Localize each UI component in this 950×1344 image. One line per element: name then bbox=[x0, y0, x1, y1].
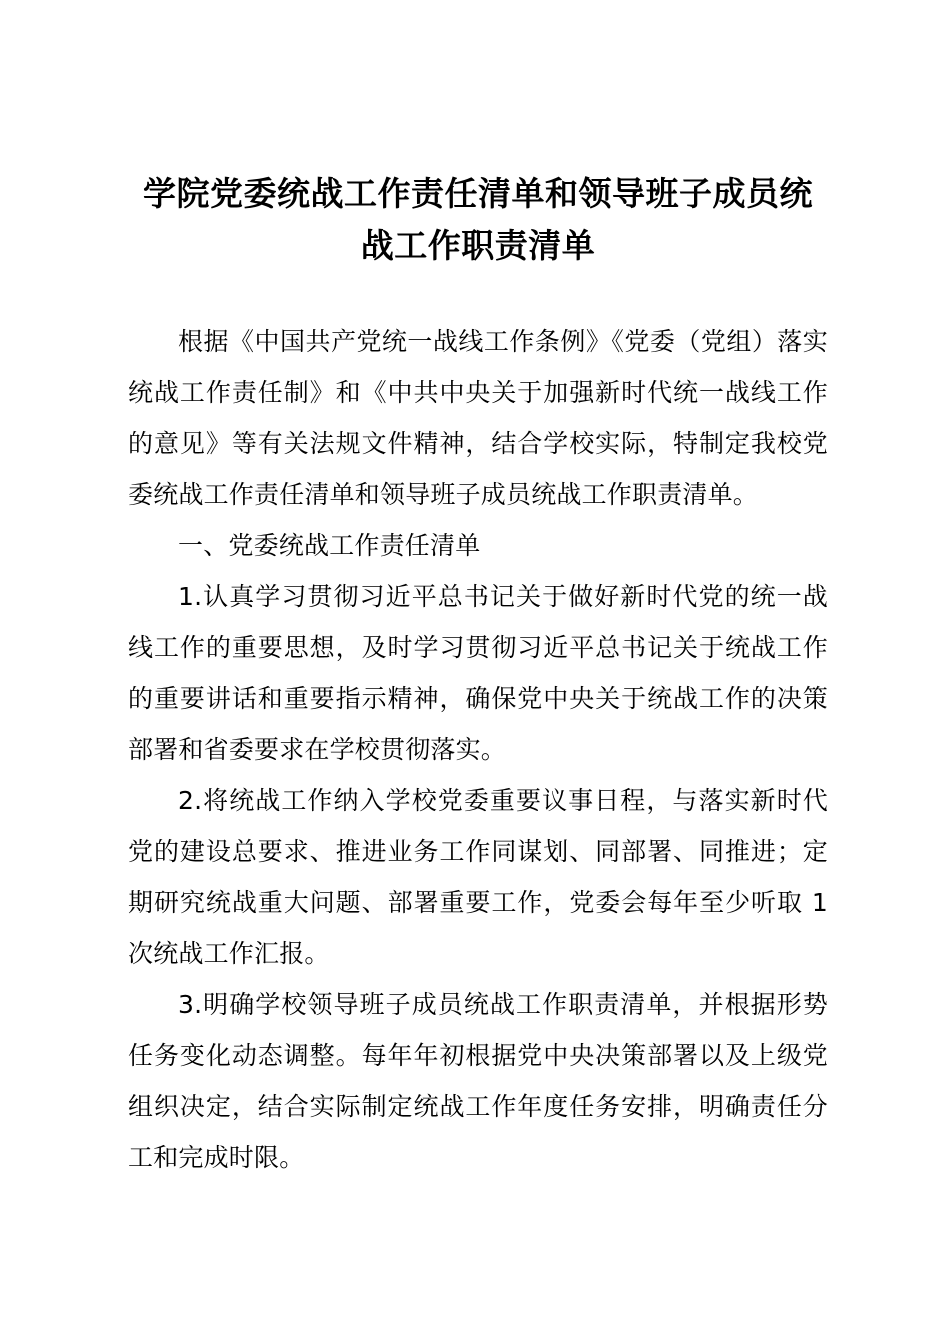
paragraph-item-2: 2.将统战工作纳入学校党委重要议事日程，与落实新时代党的建设总要求、推进业务工作同谋划、同部署、同推进；定期研究统战重大问题、部署重要工作，党委会每年至少听取 1 次统战工作汇报。 bbox=[128, 786, 828, 968]
paragraph-item-3: 3.明确学校领导班子成员统战工作职责清单，并根据形势任务变化动态调整。每年年初根据党中央决策部署以及上级党组织决定，结合实际制定统战工作年度任务安排，明确责任分工和完成时限。 bbox=[128, 990, 828, 1172]
paragraph-section-heading-1: 一、党委统战工作责任清单 bbox=[178, 531, 481, 560]
paragraph-item-1: 1.认真学习贯彻习近平总书记关于做好新时代党的统一战线工作的重要思想，及时学习贯彻习近平总书记关于统战工作的重要讲话和重要指示精神，确保党中央关于统战工作的决策部署和省委要求在学校贯彻落实。 bbox=[128, 582, 828, 764]
paragraph-1: 根据《中国共产党统一战线工作条例》《党委（党组）落实统战工作责任制》和《中共中央关于加强新时代统一战线工作的意见》等有关法规文件精神，结合学校实际，特制定我校党委统战工作责任清单和领导班子成员统战工作职责清单。 bbox=[128, 327, 828, 509]
page-title: 学院党委统战工作责任清单和领导班子成员统战工作职责清单 bbox=[143, 174, 813, 265]
document-body bbox=[128, 168, 828, 1183]
